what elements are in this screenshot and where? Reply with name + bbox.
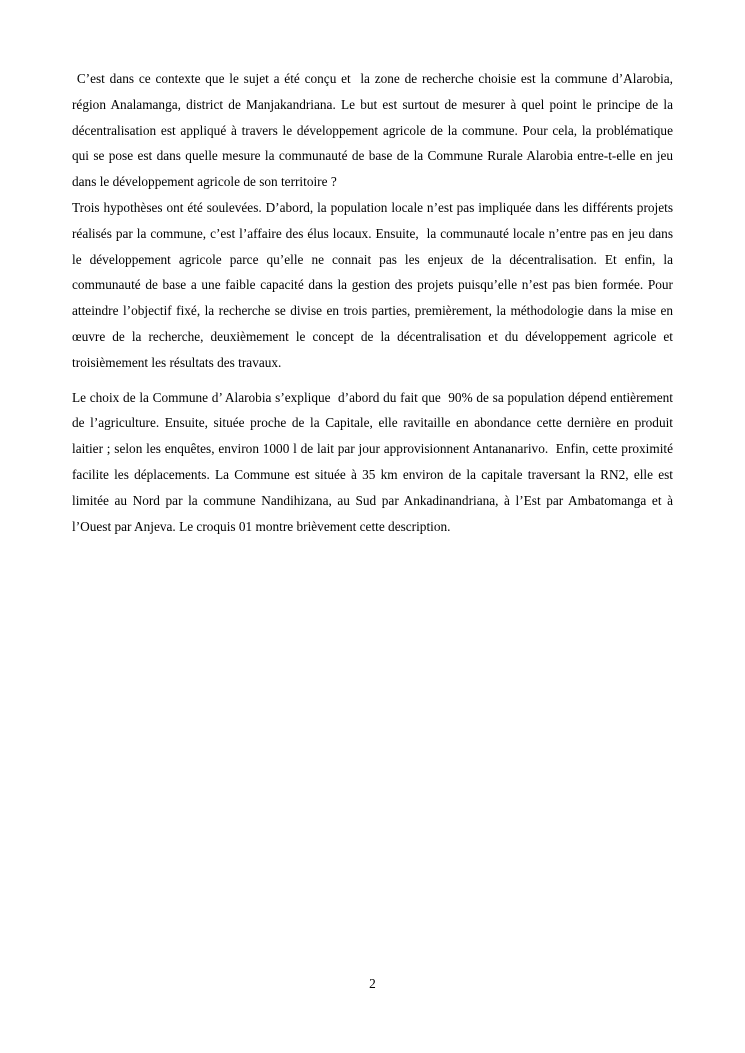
paragraph-commune-choice: Le choix de la Commune d’ Alarobia s’explique d’abord du fait que 90% de sa population dépend entièrement de l’agriculture. Ensuite, située proche de la Capitale, elle ravitaille en abondance cette dernière en produit laitier ; selon les enquêtes, environ 1000 l de lait par jour approvisionnent Antananarivo. Enfin, cette proximité facilite les déplacements. La Commune est située à 35 km environ de la capitale traversant la RN2, elle est limitée au Nord par la commune Nandihizana, au Sud par Ankadinandriana, à l’Est par Ambatomanga et à l’Ouest par Anjeva. Le croquis 01 montre brièvement cette description. [72, 389, 677, 534]
document-page [72, 66, 677, 539]
paragraph-context: C’est dans ce contexte que le sujet a été conçu et la zone de recherche choisie est la commune d’Alarobia, région Analamanga, district de Manjakandriana. Le but est surtout de mesurer à quel point le principe de la décentralisation est appliqué à travers le développement agricole de la commune. Pour cela, la problématique qui se pose est dans quelle mesure la communauté de base de la Commune Rurale Alarobia entre-t-elle en jeu dans le développement agricole de son territoire ? [72, 71, 677, 190]
paragraph-hypotheses: Trois hypothèses ont été soulevées. D’abord, la population locale n’est pas impliquée dans les différents projets réalisés par la commune, c’est l’affaire des élus locaux. Ensuite, la communauté locale n’entre pas en jeu dans le développement agricole parce qu’elle ne connait pas les enjeux de la décentralisation. Et enfin, la communauté de base a une faible capacité dans la gestion des projets puisqu’elle n’est pas bien formée. Pour atteindre l’objectif fixé, la recherche se divise en trois parties, premièrement, la méthodologie dans la mise en œuvre de la recherche, deuxièmement le concept de la décentralisation et du développement agricole et troisièmement les résultats des travaux. [72, 199, 677, 370]
page-number: 2 [369, 976, 376, 991]
